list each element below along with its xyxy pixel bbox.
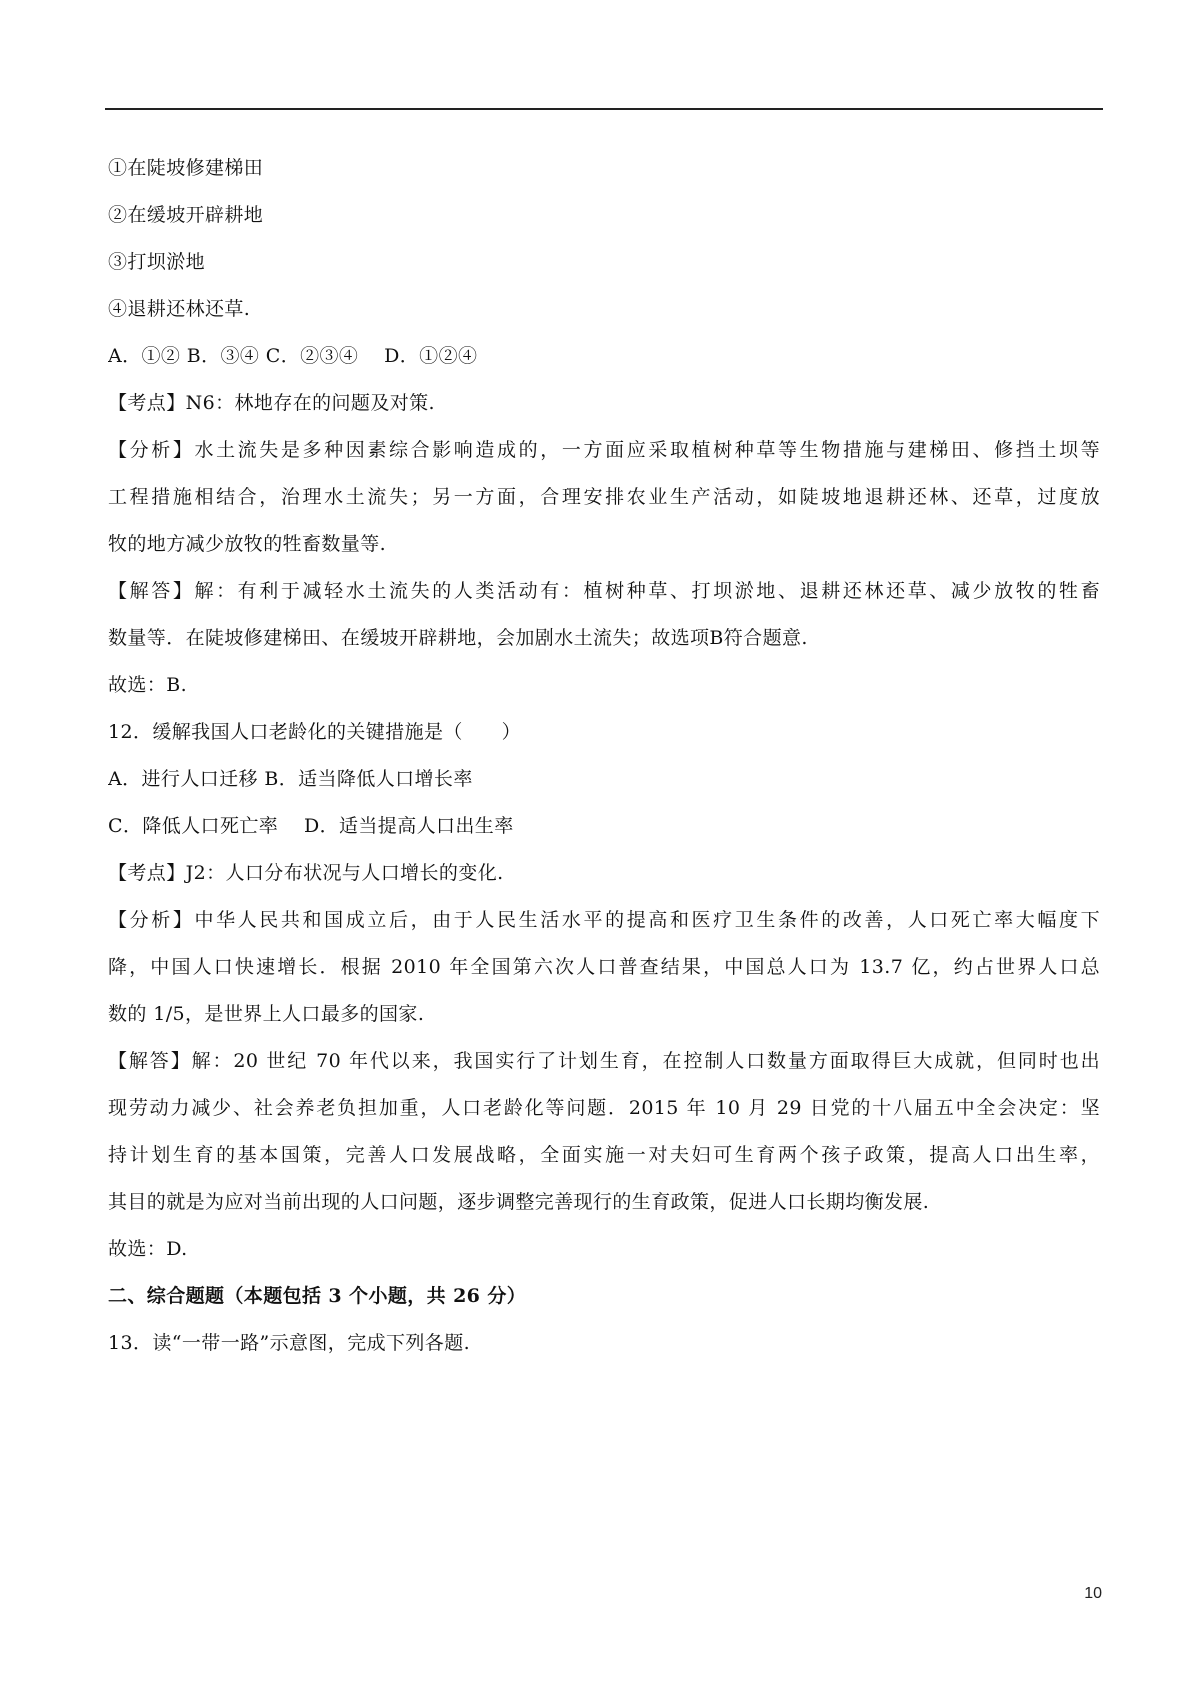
q11-fenxi-line-3: 牧的地方减少放牧的牲畜数量等. <box>108 533 387 555</box>
q12-fenxi-line-2: 降，中国人口快速增长．根据 2010 年全国第六次人口普查结果，中国总人口为 13.7 亿，约占世界人口总 <box>108 956 1100 978</box>
q11-jieda-line-2: 数量等．在陡坡修建梯田、在缓坡开辟耕地，会加剧水土流失；故选项B符合题意. <box>108 627 808 649</box>
q11-option-1: ①在陡坡修建梯田 <box>108 157 264 179</box>
q11-option-3: ③打坝淤地 <box>108 251 206 273</box>
q11-fenxi-line-2: 工程措施相结合，治理水土流失；另一方面，合理安排农业生产活动，如陡坡地退耕还林、还草，过度放 <box>108 486 1100 508</box>
q11-jieda-line-1: 【解答】解：有利于减轻水土流失的人类活动有：植树种草、打坝淤地、退耕还林还草、减少放牧的牲畜 <box>108 580 1100 602</box>
q12-fenxi-line-1: 【分析】中华人民共和国成立后，由于人民生活水平的提高和医疗卫生条件的改善，人口死亡率大幅度下 <box>108 909 1100 931</box>
q12-jieda-line-2: 现劳动力减少、社会养老负担加重，人口老龄化等问题．2015 年 10 月 29 日党的十八届五中全会决定：坚 <box>108 1097 1100 1119</box>
q11-fenxi-line-1: 【分析】水土流失是多种因素综合影响造成的，一方面应采取植树种草等生物措施与建梯田、修挡土坝等 <box>108 439 1100 461</box>
q13-question: 13．读“一带一路”示意图，完成下列各题. <box>108 1332 471 1354</box>
q12-fenxi-line-3: 数的 1/5，是世界上人口最多的国家. <box>108 1003 425 1025</box>
q12-question: 12．缓解我国人口老龄化的关键措施是（ ） <box>108 721 521 743</box>
header-rule <box>105 108 1103 110</box>
q12-jieda-line-1: 【解答】解：20 世纪 70 年代以来，我国实行了计划生育，在控制人口数量方面取得巨大成就，但同时也出 <box>108 1050 1100 1072</box>
q11-option-2: ②在缓坡开辟耕地 <box>108 204 264 226</box>
q11-choices: A．①② B．③④ C．②③④ D．①②④ <box>108 345 478 367</box>
q12-jieda-line-3: 持计划生育的基本国策，完善人口发展战略，全面实施一对夫妇可生育两个孩子政策，提高人口出生率， <box>108 1144 1100 1166</box>
q11-kaodian: 【考点】N6：林地存在的问题及对策. <box>108 392 435 414</box>
q12-choices-line-1: A．进行人口迁移 B．适当降低人口增长率 <box>108 768 473 790</box>
q12-answer: 故选：D. <box>108 1238 188 1260</box>
q12-jieda-line-4: 其目的就是为应对当前出现的人口问题，逐步调整完善现行的生育政策，促进人口长期均衡发展. <box>108 1191 930 1213</box>
q11-option-4: ④退耕还林还草. <box>108 298 251 320</box>
q12-choices-line-2: C．降低人口死亡率 D．适当提高人口出生率 <box>108 815 514 837</box>
q11-answer: 故选：B. <box>108 674 188 696</box>
section-heading: 二、综合题题（本题包括 3 个小题，共 26 分） <box>108 1285 527 1307</box>
page-number: 10 <box>1084 1585 1102 1602</box>
page-content <box>108 150 1100 1372</box>
q12-kaodian: 【考点】J2：人口分布状况与人口增长的变化. <box>108 862 504 884</box>
